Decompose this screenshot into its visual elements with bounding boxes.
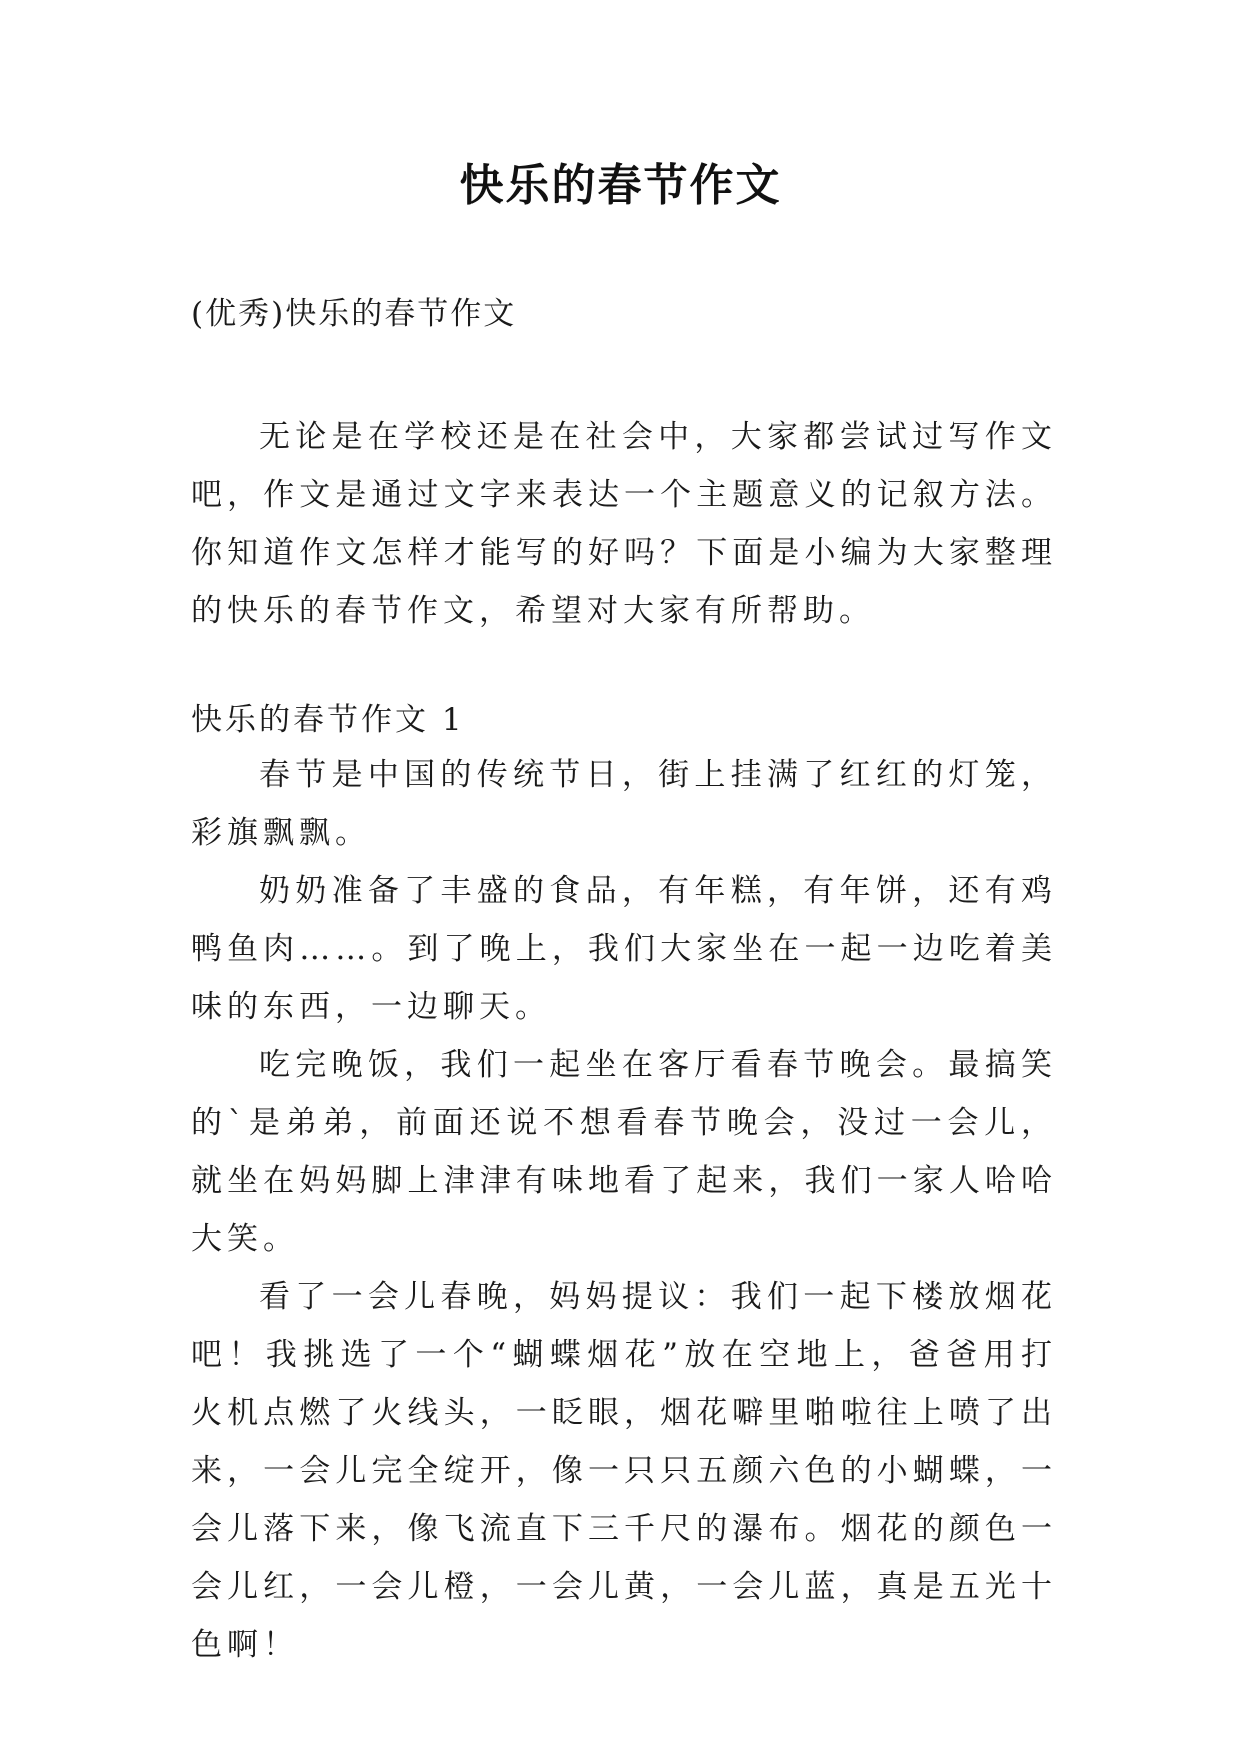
- essay-paragraph: 吃完晚饭，我们一起坐在客厅看春节晚会。最搞笑的`是弟弟，前面还说不想看春节晚会，没过一会儿，就坐在妈妈脚上津津有味地看了起来，我们一家人哈哈大笑。: [191, 1047, 1057, 1257]
- intro-section: [191, 408, 1057, 640]
- essay-body: [191, 746, 1057, 1674]
- document-title: 快乐的春节作文: [459, 160, 782, 211]
- intro-paragraph: 无论是在学校还是在社会中，大家都尝试过写作文吧，作文是通过文字来表达一个主题意义的记叙方法。你知道作文怎样才能写的好吗？下面是小编为大家整理的快乐的春节作文，希望对大家有所帮助。: [191, 419, 1057, 629]
- section-heading: 快乐的春节作文 1: [191, 702, 465, 738]
- essay-paragraph: 春节是中国的传统节日，街上挂满了红红的灯笼，彩旗飘飘。: [191, 757, 1057, 851]
- essay-paragraph: 看了一会儿春晚，妈妈提议：我们一起下楼放烟花吧！我挑选了一个“蝴蝶烟花”放在空地上，爸爸用打火机点燃了火线头，一眨眼，烟花噼里啪啦往上喷了出来，一会儿完全绽开，像一只只五颜六色的小蝴蝶，一会儿落下来，像飞流直下三千尺的瀑布。烟花的颜色一会儿红，一会儿橙，一会儿黄，一会儿蓝，真是五光十色啊！: [191, 1279, 1057, 1663]
- essay-paragraph: 奶奶准备了丰盛的食品，有年糕，有年饼，还有鸡鸭鱼肉……。到了晚上，我们大家坐在一起一边吃着美味的东西，一边聊天。: [191, 873, 1057, 1025]
- document-subtitle: (优秀)快乐的春节作文: [191, 296, 517, 332]
